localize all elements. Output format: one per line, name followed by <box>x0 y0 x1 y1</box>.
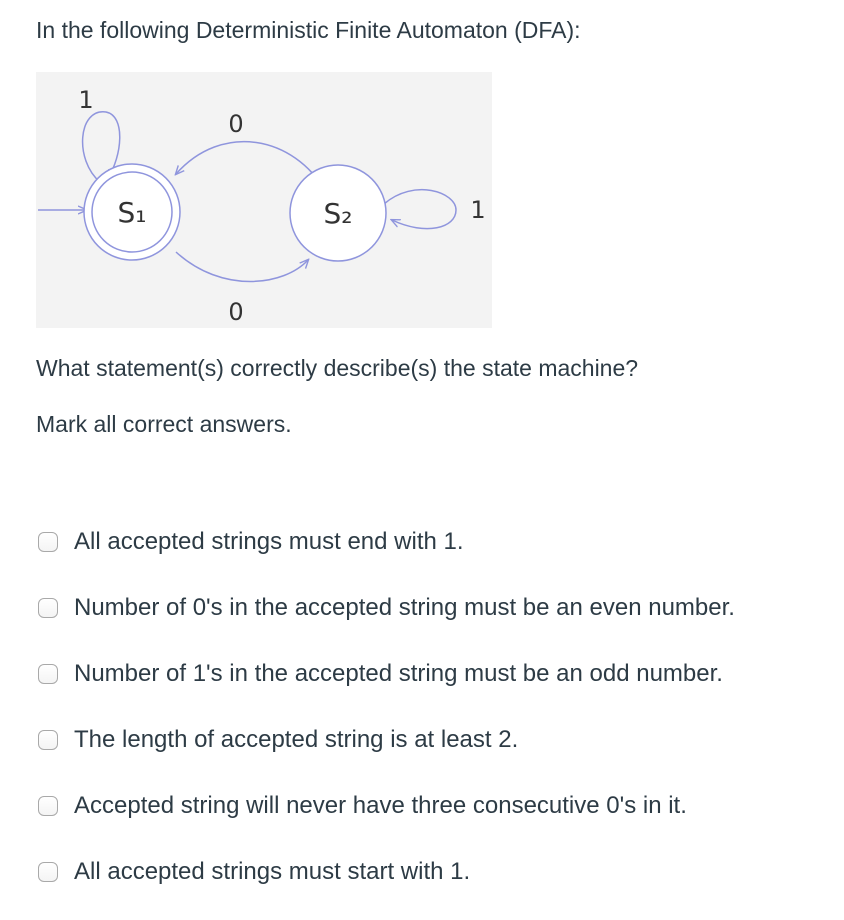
answer-option-6[interactable] <box>36 854 836 920</box>
answer-label-5[interactable]: Accepted string will never have three consecutive 0's in it. <box>74 792 687 819</box>
state-s2 <box>290 165 386 261</box>
answer-label-1[interactable]: All accepted strings must end with 1. <box>74 528 464 555</box>
label-s2-to-s1: 0 <box>228 110 244 138</box>
label-s2-self-loop: 1 <box>470 196 486 224</box>
answer-option-1[interactable] <box>36 524 836 590</box>
edge-s1-to-s2 <box>176 252 308 282</box>
answer-checkbox-3[interactable] <box>38 664 58 684</box>
state-s2-label: S₂ <box>323 197 353 230</box>
label-s1-to-s2: 0 <box>228 298 244 326</box>
answer-option-4[interactable] <box>36 722 836 788</box>
answer-label-6[interactable]: All accepted strings must start with 1. <box>74 858 471 885</box>
question-prompt: What statement(s) correctly describe(s) the state machine? <box>36 355 639 381</box>
state-s1 <box>84 164 180 260</box>
question-instruction: Mark all correct answers. <box>36 411 292 437</box>
dfa-diagram <box>36 72 492 328</box>
answer-checkbox-5[interactable] <box>38 796 58 816</box>
answer-option-5[interactable] <box>36 788 836 854</box>
answer-list <box>36 524 836 920</box>
state-s1-label: S₁ <box>117 196 147 229</box>
answer-checkbox-6[interactable] <box>38 862 58 882</box>
answer-checkbox-1[interactable] <box>38 532 58 552</box>
answer-label-4[interactable]: The length of accepted string is at least 2. <box>74 726 519 753</box>
answer-checkbox-4[interactable] <box>38 730 58 750</box>
answer-checkbox-2[interactable] <box>38 598 58 618</box>
dfa-svg <box>36 72 492 328</box>
answer-option-3[interactable] <box>36 656 836 722</box>
edge-s2-self-loop <box>384 190 456 229</box>
answer-label-3[interactable]: Number of 1's in the accepted string must be an odd number. <box>74 660 723 687</box>
question-intro: In the following Deterministic Finite Automaton (DFA): <box>36 17 581 43</box>
answer-label-2[interactable]: Number of 0's in the accepted string must be an even number. <box>74 594 735 621</box>
answer-option-2[interactable] <box>36 590 836 656</box>
label-s1-self-loop: 1 <box>78 86 94 114</box>
